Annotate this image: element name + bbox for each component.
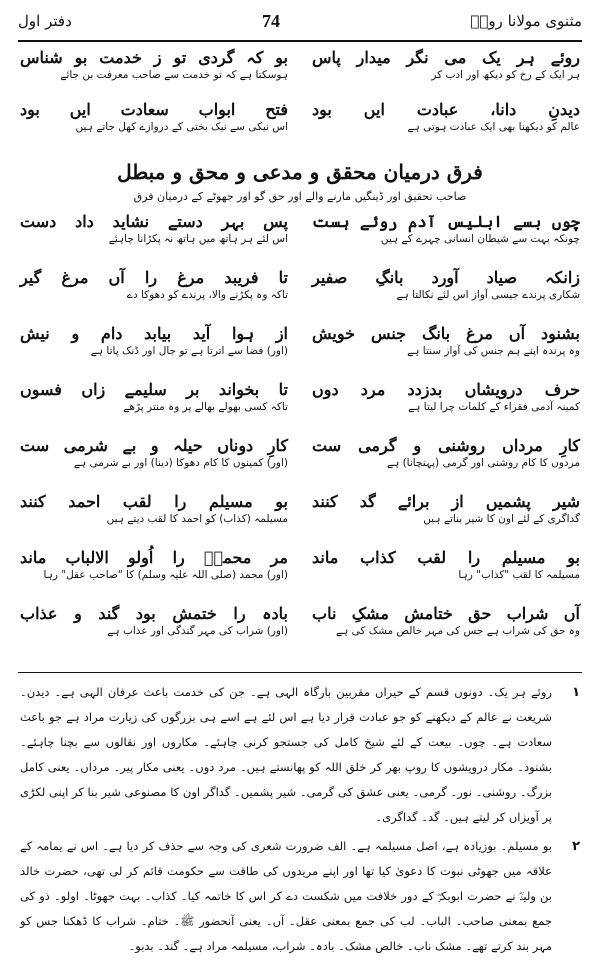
footnote-rule: [18, 672, 582, 673]
couplet-half: [20, 100, 288, 138]
translation-line: مسیلمہ کا لقب "کذاب" رہا: [458, 569, 580, 581]
translation-line: وہ پرندہ اپنے ہم جنس کی آواز سنتا ہے: [407, 345, 580, 357]
translation-line: وہ حق کی شراب ہے جس کی مہر خالص مشک کی ہے: [335, 625, 580, 637]
verse-line: روئے ہر یک می نگر میدار پاس: [312, 48, 580, 67]
header-book-title: مثنوی مولانا رومؒ: [470, 12, 582, 30]
verse-column-left-1: [20, 48, 288, 138]
verse-line: بادہ را ختمش بود گند و عذاب: [20, 604, 288, 623]
verse-line: کارِ مرداں روشنی و گرمی ست: [312, 436, 580, 455]
page-number: 74: [262, 10, 281, 31]
couplet-half: [312, 436, 580, 492]
verse-column-left-2: [20, 212, 288, 660]
translation-line: شکاری پرندے جیسی آواز اس لئے نکالتا ہے: [396, 289, 580, 301]
translation-line: گداگری کے لئے اون کا شیر بناتے ہیں: [423, 513, 580, 525]
header-rule: [18, 40, 582, 42]
translation-line: مسیلمہ (کذاب) کو احمد کا لقب دیتے ہیں: [106, 513, 288, 525]
footnote-1: [20, 680, 580, 830]
couplet-half: [20, 48, 288, 86]
translation-line: تاکہ وہ پکڑنے والا، پرندے کو دھوکا دے: [126, 289, 288, 301]
couplet-half: [312, 212, 580, 268]
translation-line: کمینہ آدمی فقراء کے کلمات چرا لیتا ہے: [408, 401, 580, 413]
couplet-half: [20, 268, 288, 324]
translation-line: اس لئے ہر ہاتھ میں ہاتھ نہ پکڑانا چاہئے: [108, 233, 288, 245]
verse-line: زانکہ صیاد آورد بانگِ صفیر: [312, 268, 580, 287]
couplet-half: [312, 48, 580, 86]
couplet-half: [312, 380, 580, 436]
verse-line: حرف درویشاں بدزدد مرد دوں: [312, 380, 580, 399]
couplet-half: [20, 212, 288, 268]
translation-line: مردوں کا کام روشنی اور گرمی (پہنچانا) ہے: [386, 457, 580, 469]
couplet-half: [20, 492, 288, 548]
verse-line: شیر پشمیں از برائے گد کنند: [312, 492, 580, 511]
section-subheading: صاحب تحقیق اور ڈینگیں مارنے والے اور حق گو اور جھوٹے کے درمیان فرق: [133, 190, 467, 203]
translation-line: ہر ایک کے رخ کو دیکھ اور ادب کر: [431, 69, 580, 81]
couplet-half: [312, 324, 580, 380]
translation-line: تاکہ کسی بھولے بھالے پر وہ منتر پڑھے: [123, 401, 288, 413]
verse-line: فتح ابواب سعادت ایں بود: [20, 100, 288, 119]
translation-line: عالم کو دیکھنا بھی ایک عبادت ہوتی ہے: [407, 121, 580, 133]
verse-line: از ہوا آید بیابد دام و نیش: [20, 324, 288, 343]
footnote-marker: ۲: [572, 839, 580, 854]
verse-line: دیدنِ دانا، عبادت ایں بود: [312, 100, 580, 119]
translation-line: (اور) فضا سے اترتا ہے تو جال اور ڈنک پاتا ہے: [90, 345, 288, 357]
verse-column-right-1: [312, 48, 580, 138]
translation-line: (اور) کمینوں کا کام دھوکا (دینا) اور بے شرمی ہے: [73, 457, 288, 469]
verse-line: بو کہ گردی تو ز خدمت بو شناس: [20, 48, 288, 67]
couplet-half: [312, 100, 580, 138]
verse-line: تا بخواند بر سلیمے زاں فسوں: [20, 380, 288, 399]
translation-line: ہوسکتا ہے کہ تو خدمت سے صاحب معرفت بن جائے: [60, 69, 288, 81]
translation-line: (اور) محمد (صلی اللہ علیہ وسلم) کا "صاحب عقل" رہا: [43, 569, 288, 581]
couplet-half: [20, 436, 288, 492]
couplet-half: [312, 268, 580, 324]
verse-line: تا فریبد مرغ را آں مرغ گیر: [20, 268, 288, 287]
couplet-half: [20, 324, 288, 380]
translation-line: اس نیکی سے نیک بختی کے دروازے کھل جاتے ہیں: [75, 121, 288, 133]
verse-line: مر محمدؐ را اُولو الالباب ماند: [20, 548, 288, 567]
verse-line: بو مسیلم را لقب کذاب ماند: [312, 548, 580, 567]
page-header: [18, 6, 582, 36]
couplet-half: [312, 492, 580, 548]
couplet-half: [20, 380, 288, 436]
couplet-half: [312, 548, 580, 604]
translation-line: چونکہ بہت سے شیطان انسانی چہرے کے ہیں: [380, 233, 580, 245]
couplet-half: [312, 604, 580, 660]
translation-line: (اور) شراب کی مہر گندگی اور عذاب ہے: [107, 625, 288, 637]
verse-column-right-2: [312, 212, 580, 660]
verse-line: کارِ دوناں حیلہ و بے شرمی ست: [20, 436, 288, 455]
footnote-2: [20, 834, 580, 959]
verse-line: چوں بسے ابلیس آدم روئے ہست: [312, 212, 580, 231]
header-volume-title: دفتر اول: [18, 12, 72, 30]
couplet-half: [20, 548, 288, 604]
verse-line: بشنود آں مرغ بانگ جنس خویش: [312, 324, 580, 343]
section-heading: فرق درمیان محقق و مدعی و محق و مبطل: [117, 160, 483, 184]
footnote-text: بو مسیلم۔ بوزیادہ ہے، اصل مسیلمہ ہے۔ الف ضرورت شعری کی وجہ سے حذف کر دیا ہے۔ اس نے یمامہ کے علاقہ میں جھوٹی نبوت کا دعویٰ کیا تھا اور اپنے مریدوں کی طاقت سے حکومت قائم کر لی تھی، حضرت خالد بن ولیدؓ نے حضرت ابوبکرؓ کے دور خلافت میں شکست دے کر اس کا خاتمہ کیا۔ کذاب۔ بہت جھوٹا۔ اولو۔ ذو کی جمع بمعنی صاحب۔ الباب۔ لب کی جمع بمعنی عقل۔ آں۔ یعنی آنحضور ﷺ۔ ختام۔ شراب کا ڈھکنا جس کو مہر بند کرتے تھے۔ مشک ناب۔ خالص مشک۔ بادہ۔ شراب، مسیلمہ مراد ہے۔ گند۔ بدبو۔: [20, 839, 552, 953]
footnote-marker: ۱: [572, 685, 580, 700]
verse-line: پس بہر دستے نشاید داد دست: [20, 212, 288, 231]
couplet-half: [20, 604, 288, 660]
verse-line: آں شراب حق ختامش مشکِ ناب: [312, 604, 580, 623]
footnote-text: روئے ہر یک۔ دونوں قسم کے حیراں مقربین بارگاہ الہی ہے۔ جن کی خدمت باعث عرفان الہی ہے۔ دیدن۔ شریعت نے عالم کے دیکھنے کو جو عبادت قرار دیا ہے اس لئے ہے اسے ہی بزرگوں کی زیارت مراد ہے جو باعث سعادت ہے۔ چوں۔ بیعت کے لئے شیخ کامل کی جستجو کرنی چاہئے۔ مکاروں اور نقالوں سے بچنا چاہئے۔ بشنود۔ مکار درویشوں کا روپ بھر کر خلق اللہ کو پھانستے ہیں۔ مرد دوں۔ یعنی مکار پیر۔ مرداں۔ یعنی کامل بزرگ۔ روشنی۔ نور۔ گرمی۔ یعنی عشق کی گرمی۔ شیر پشمیں۔ گداگر اون کا مصنوعی شیر بنا کر اپنی لکڑی پر آویزاں کر لیتے ہیں۔ گد۔ گداگری۔: [20, 685, 552, 824]
verse-line: بو مسیلم را لقب احمد کنند: [20, 492, 288, 511]
